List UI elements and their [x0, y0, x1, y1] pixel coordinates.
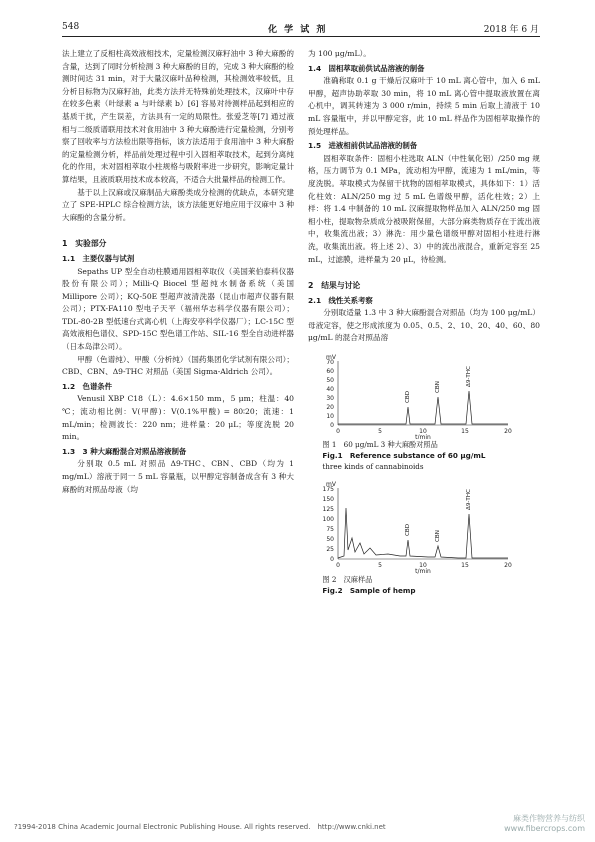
figure-2: [308, 478, 540, 596]
right-column: [308, 48, 540, 598]
fig1-xtick: 0: [336, 428, 340, 436]
fig2-xlabel: t/min: [415, 568, 431, 575]
fig1-xtick: 20: [504, 428, 512, 436]
figure-2-chromatogram: [308, 478, 540, 574]
section-heading: 2 结果与讨论: [308, 281, 361, 291]
fig1-xlabel: t/min: [415, 434, 431, 440]
fig1-trace: [338, 391, 508, 424]
fig2-peak-label: CBD: [405, 524, 411, 537]
fig2-ytick: 25: [326, 546, 334, 554]
fig2-ytick: 175: [322, 486, 334, 494]
paragraph: 分别取适量 1.3 中 3 种大麻酚混合对照品（均为 100 μg/mL）母液定容，使之形成浓度为 0.05、0.5、2、10、20、40、60、80 μg/mL 的混合对照品溶: [308, 308, 540, 343]
fig2-xtick: 0: [336, 562, 340, 570]
watermark: [504, 814, 585, 834]
paragraph: 分别取 0.5 mL 对照品 Δ9-THC、CBN、CBD（均为 1 mg/mL）溶液于同一 5 mL 容量瓶，以甲醇定容制备成含有 3 种大麻酚的对照品母液（均: [62, 459, 294, 494]
figure-1: [308, 351, 540, 472]
subsection-heading: 1.3 3 种大麻酚混合对照品溶液制备: [62, 446, 187, 456]
fig2-trace: [338, 508, 508, 558]
fig2-ytick: 125: [322, 506, 334, 514]
header-rule: [62, 36, 540, 37]
fig2-xtick: 10: [419, 562, 427, 570]
subsection-heading: 1.4 固相萃取前供试品溶液的制备: [308, 63, 425, 73]
left-column: [62, 48, 294, 496]
subsection-heading: 1.5 进液相前供试品溶液的制备: [308, 141, 418, 151]
copyright-footer: ?1994-2018 China Academic Journal Electronic Publishing House. All rights reserved. http://www.cnki.net: [14, 823, 386, 831]
fig1-yticks: [326, 359, 334, 429]
fig2-ytick: 50: [326, 536, 334, 544]
fig1-peak-label: Δ9-THC: [466, 366, 472, 388]
fig2-xtick: 5: [378, 562, 382, 570]
fig2-xtick: 15: [461, 562, 469, 570]
fig1-peak-label: CBD: [405, 391, 411, 404]
paragraph: Venusil XBP C18（L）：4.6×150 mm，5 μm；柱温：40 ℃；流动相比例：V(甲醇)：V(0.1%甲酸) = 80∶20；流速：1 mL/min；检测波长：220 nm；进样量：20 μL；等度洗脱 20 min。: [62, 394, 294, 442]
watermark-line: 麻类作物营养与纺织: [513, 814, 585, 823]
fig1-ytick: 50: [326, 377, 334, 385]
page-number: 548: [62, 22, 80, 32]
fig1-ytick: 20: [326, 404, 334, 412]
fig1-ytick: 10: [326, 413, 334, 421]
fig2-yticks: [323, 486, 335, 563]
fig2-ytick: 100: [322, 516, 334, 524]
paragraph: 为 100 μg/mL）。: [308, 49, 371, 58]
paragraph: 法上建立了反相柱高效液相技术，定量检测汉麻籽油中 3 种大麻酚的含量，达到了同时分析检测 3 种大麻酚的目的，完成 3 种大麻酚的检测时间达 31 min，对于大量汉麻叶品种检测，其检测效率较低，且分析目标物为汉麻籽油，此类方法并无特殊前处理技术，汉麻叶中存在较多色素（叶绿素 a 与叶绿素 b）[6] 容易对待测样品起到相应的基质干扰，产生误差，方法具有一定的局限性。张爱芝等[7] 通过液相与二级质谱联用技术对食用油中 3 种大麻酚进行定量检测，分别考察了回收率与方法检出限等指标，该方法适用于食用油中 3 种大麻酚的定量检测分析，样品前处理过程中引入固相萃取技术，起到分离纯化的作用，未对固相萃取小柱规格与吸附率进一步研究，影响定量计算结果，且液质联用技术成本较高，不适合大批量样品的检测工作。: [62, 49, 294, 184]
figure-1-chromatogram: [308, 351, 540, 439]
paragraph: 固相萃取条件：固相小柱选取 ALN（中性氧化铝）/250 mg 规格，压力调节为 0.1 MPa，流动相为甲醇，流速为 1 mL/min，等度洗脱。萃取模式为保留干扰物的固相萃取模式，具体如下：1）活化柱效：ALN/250 mg 过 5 mL 色谱级甲醇，活化柱效；2）上样：将 1.4 中制备的 10 mL 汉麻提取物样品加入 ALN/250 mg 固相小柱，提取物杂质成分被吸附保留，大部分麻类物质存在于流出液中，收集流出液；3）淋洗：用少量色谱级甲醇对固相小柱进行淋洗，收集流出液。将上述 2）、3）中的流出液混合，重新定容至 25 mL，过滤膜，进样量为 20 μL，待检测。: [308, 153, 540, 264]
fig1-xtick: 5: [378, 428, 382, 436]
fig1-xtick: 10: [419, 428, 427, 436]
journal-title: 化 学 试 剂: [268, 25, 328, 35]
paragraph: 准确称取 0.1 g 干燥后汉麻叶于 10 mL 离心管中，加入 6 mL 甲醇，超声协助萃取 30 min，将 10 mL 离心管中提取液放置在离心机中，调其转速为 3 000 r/min，持续 5 min 后取上清液于 10 mL 容量瓶中，并以甲醇定容，此 10 mL 样品作为固相萃取操作的预处理样品。: [308, 76, 540, 136]
issue-date: 2018 年 6 月: [483, 25, 539, 35]
paragraph: Sepaths UP 型全自动柱膜通用固相萃取仪（美国莱伯泰科仪器股份有限公司）；Milli-Q Biocel 型超纯水制备系统（美国 Millipore 公司）；KQ-50E 型超声波清洗器（昆山市超声仪器有限公司）；PTX-FA110 型电子天平（福州华志科学仪器有限公司）；TDL-80-2B 型低速台式离心机（上海安亭科学仪器厂）；LC-15C 型高效液相色谱仪、SPD-15C 型色谱工作站、SIL-16 型全自动进样器（日本岛津公司）。: [62, 266, 294, 352]
fig2-ylabel: mV: [326, 481, 336, 489]
section-heading: 1 实验部分: [62, 239, 107, 249]
fig2-ytick: 0: [330, 556, 334, 564]
fig2-peak-label: Δ9-THC: [466, 489, 472, 511]
watermark-url: www.fibercrops.com: [504, 824, 585, 833]
subsection-heading: 1.1 主要仪器与试剂: [62, 253, 135, 263]
fig2-peak-label: CBN: [435, 530, 441, 543]
fig1-ytick: 30: [326, 395, 334, 403]
subsection-heading: 2.1 线性关系考察: [308, 295, 373, 305]
fig1-ytick: 0: [330, 422, 334, 430]
fig1-ytick: 70: [326, 359, 334, 367]
fig1-ytick: 40: [326, 386, 334, 394]
fig1-ylabel: mV: [326, 354, 336, 362]
figure-2-caption-en: Fig.2 Sample of hemp: [322, 586, 416, 596]
fig2-xtick: 20: [504, 562, 512, 570]
figure-1-caption-en-2: three kinds of cannabinoids: [322, 462, 424, 472]
paragraph: 基于以上汉麻或汉麻制品大麻酚类成分检测的优缺点，本研究建立了 SPE-HPLC 综合检测方法，该方法能更好地应用于汉麻中 3 种大麻酚的含量分析。: [62, 187, 294, 222]
subsection-heading: 1.2 色谱条件: [62, 381, 113, 391]
fig1-xtick: 15: [461, 428, 469, 436]
fig2-ytick: 75: [326, 526, 334, 534]
paragraph: 甲醇（色谱纯）、甲酸（分析纯）（国药集团化学试剂有限公司）；CBD、CBN、Δ9-THC 对照品（美国 Sigma-Aldrich 公司）。: [62, 354, 294, 377]
fig1-peak-label: CBN: [435, 381, 441, 394]
figure-2-caption-cn: 图 2 汉麻样品: [322, 575, 373, 585]
fig2-ytick: 150: [322, 496, 334, 504]
figure-1-caption-en: Fig.1 Reference substance of 60 μg/mL: [322, 451, 486, 461]
figure-1-caption-cn: 图 1 60 μg/mL 3 种大麻酚对照品: [322, 440, 438, 450]
fig1-ytick: 60: [326, 368, 334, 376]
